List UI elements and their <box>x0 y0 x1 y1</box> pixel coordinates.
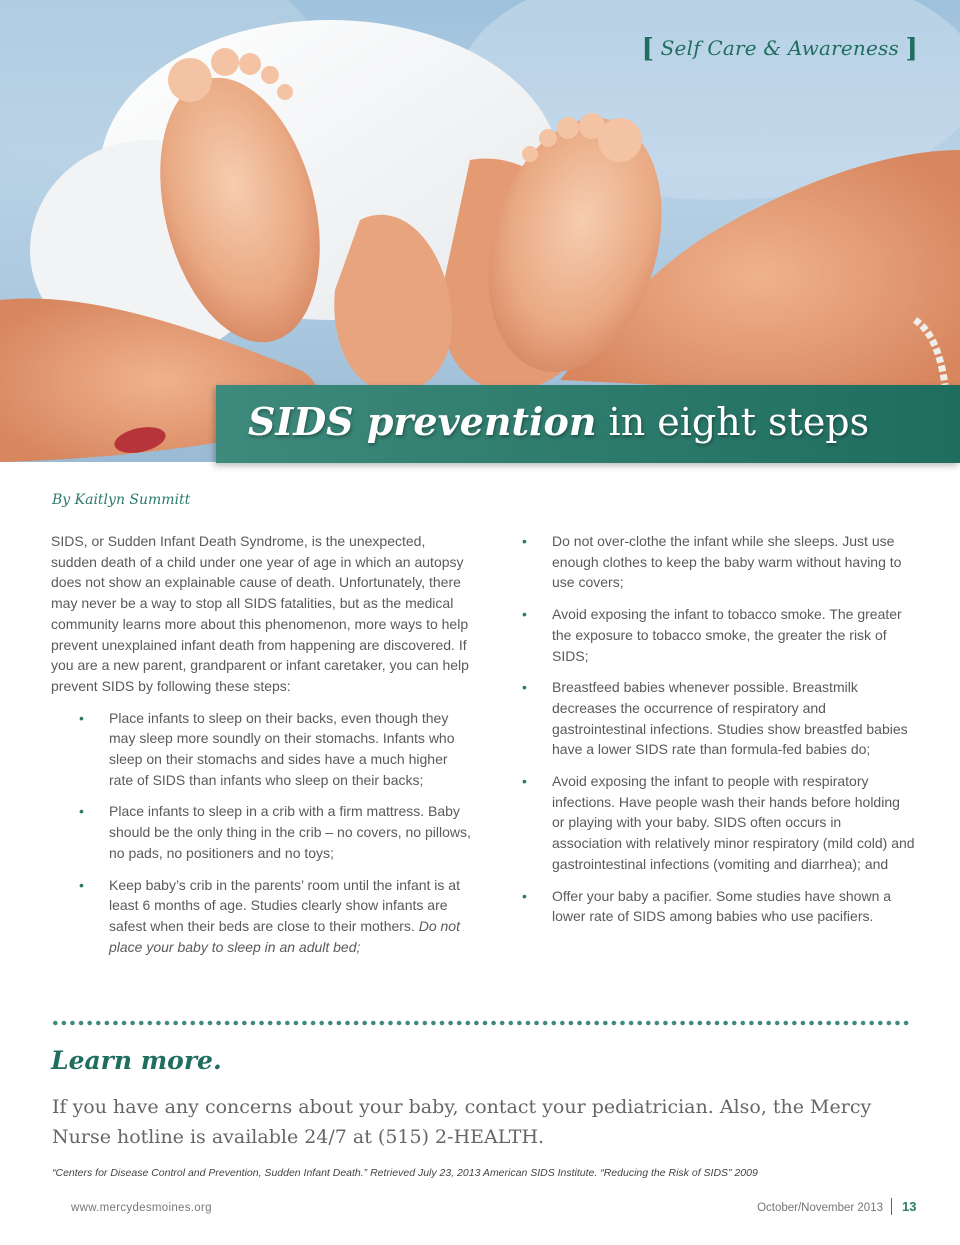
right-column <box>520 531 915 938</box>
step-text: Offer your baby a pacifier. Some studies have shown a lower rate of SIDS among babies who use pacifiers. <box>552 887 892 925</box>
page-number: 13 <box>902 1199 917 1214</box>
list-item <box>51 875 471 958</box>
footer-url[interactable]: www.mercydesmoines.org <box>71 1202 212 1214</box>
section-label-text: Self Care & Awareness <box>660 36 899 60</box>
bullet-icon: • <box>79 803 84 820</box>
bracket-close: ] <box>905 34 918 64</box>
step-text-italic: Do not place your baby to sleep in an adult bed; <box>109 917 460 955</box>
learn-more-text: If you have any concerns about your baby, contact your pediatrician. Also, the Mercy Nurse hotline is available 24/7 at (515) 2-HEALTH. <box>52 1096 872 1148</box>
step-text: Avoid exposing the infant to tobacco smoke. The greater the exposure to tobacco smoke, the greater the risk of SIDS; <box>552 606 902 664</box>
list-item <box>520 604 915 666</box>
step-text: Do not over-clothe the infant while she sleeps. Just use enough clothes to keep the baby warm without having to use covers; <box>552 533 902 591</box>
bullet-icon: • <box>522 606 527 623</box>
bullet-icon: • <box>522 679 527 696</box>
learn-more-heading: Learn more. <box>51 1046 222 1075</box>
title-banner <box>216 385 960 463</box>
section-label <box>642 34 918 64</box>
list-item <box>520 531 915 593</box>
byline: By Kaitlyn Summitt <box>52 492 191 508</box>
bullet-icon: • <box>79 709 84 726</box>
bullet-icon: • <box>79 876 84 893</box>
footer-date: October/November 2013 <box>757 1202 883 1214</box>
step-text: Breastfeed babies whenever possible. Breastmilk decreases the occurrence of respiratory and gastrointestinal infections. Studies show breastfed babies have a lower SIDS rate than formula-fed babies do; <box>552 679 908 758</box>
page-title-rest: in eight steps <box>596 400 870 444</box>
list-item <box>51 708 471 791</box>
step-text: Place infants to sleep in a crib with a firm mattress. Baby should be the only thing in the crib – no covers, no pillows, no pads, no positioners and no toys; <box>109 803 471 861</box>
bullet-icon: • <box>522 887 527 904</box>
step-text: Place infants to sleep on their backs, even though they may sleep more soundly on their stomachs. Infants who sleep on their stomachs and sides have a much higher rate of SIDS than infants who sleep on their backs; <box>109 709 455 788</box>
steps-list-left <box>51 708 471 958</box>
bullet-icon: • <box>522 773 527 790</box>
list-item <box>520 771 915 875</box>
left-column <box>51 531 471 968</box>
page-title <box>248 399 869 444</box>
intro-paragraph: SIDS, or Sudden Infant Death Syndrome, is the unexpected, sudden death of a child under one year of age in which an autopsy does not show an explainable cause of death. Unfortunately, there may never be a way to stop all SIDS fatalities, but as the medical community learns more about this phenomenon, more ways to help prevent unexplained infant death from happening are discovered. If you are a new parent, grandparent or infant caretaker, you can help prevent SIDS by following these steps: <box>51 533 469 694</box>
step-text: Avoid exposing the infant to people with respiratory infections. Have people wash their hands before holding or playing with your baby. SIDS often occurs in association with relatively minor respiratory (mild cold) and gastrointestinal infections (vomiting and diarrhea); and <box>552 773 915 872</box>
steps-list-right <box>520 531 915 927</box>
page-title-bold: SIDS prevention <box>248 399 597 444</box>
list-item <box>51 801 471 863</box>
list-item <box>520 886 915 927</box>
step-text: Keep baby’s crib in the parents’ room until the infant is at least 6 months of age. Studies clearly show infants are safest when their beds are close to their mothers. <box>109 876 460 934</box>
list-item <box>520 677 915 760</box>
footer-separator <box>891 1198 892 1215</box>
citation: “Centers for Disease Control and Prevention, Sudden Infant Death.” Retrieved July 23, 2013 American SIDS Institute. “Reducing the Risk of SIDS” 2009 <box>52 1167 758 1179</box>
bullet-icon: • <box>522 533 527 549</box>
bracket-open: [ <box>641 34 655 64</box>
dotted-divider <box>51 1019 911 1027</box>
